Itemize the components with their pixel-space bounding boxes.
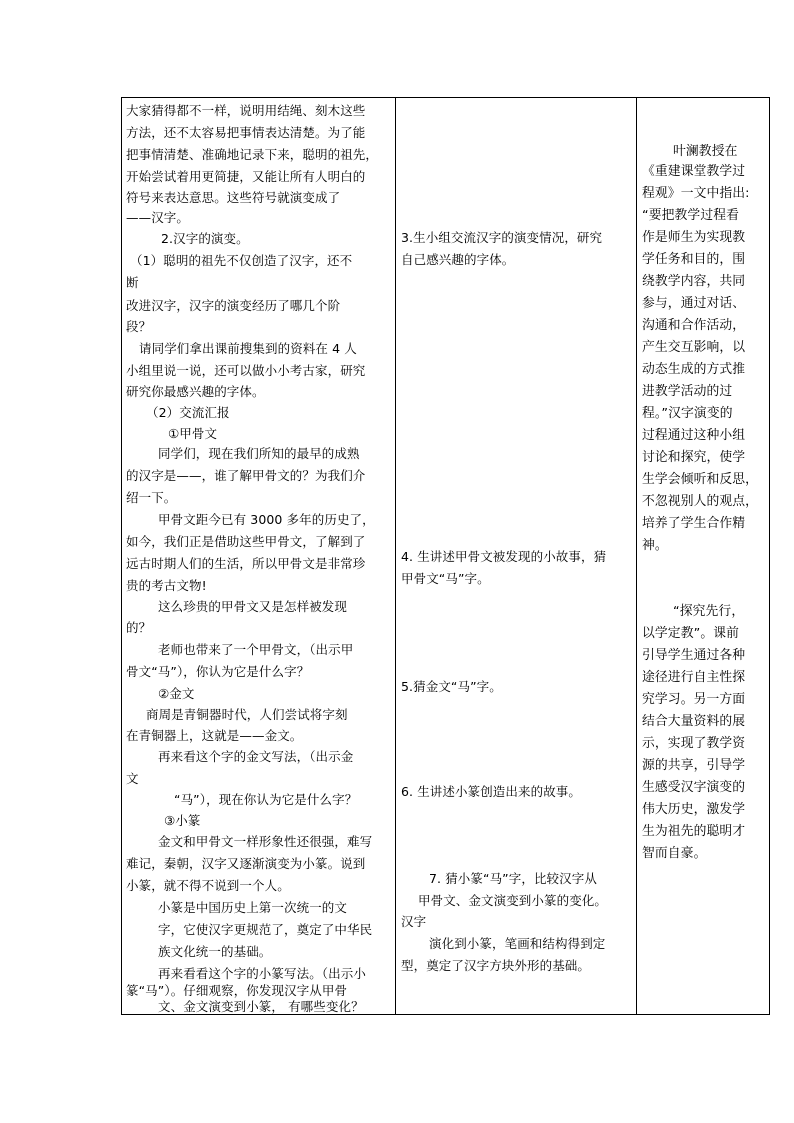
- text-line: 绍一下。: [126, 490, 177, 505]
- text-line: 贵的考古文物!: [126, 578, 207, 593]
- text-line: 程。”汉字演变的: [642, 406, 733, 421]
- text-line: 4. 生讲述甲骨文被发现的小故事，猜: [401, 549, 607, 564]
- text-line: 小篆，就不得不说到一个人。: [126, 878, 290, 893]
- text-line: 金文和甲骨文一样形象性还很强，难写: [158, 834, 373, 849]
- text-line: 神。: [642, 538, 668, 553]
- text-line: 7. 猜小篆“马”字，比较汉字从: [429, 871, 597, 886]
- text-line: 3.生小组交流汉字的演变情况，研究: [401, 230, 603, 245]
- text-line: 请同学们拿出课前搜集到的资料在 4 人: [139, 341, 357, 356]
- text-line: 过程通过这种小组: [642, 428, 746, 443]
- text-line: 叶澜教授在: [673, 144, 738, 159]
- text-line: 究学习。另一方面: [642, 692, 746, 707]
- text-line: 程观》一文中指出:: [642, 186, 750, 201]
- section-heading: 2.汉字的演变。: [161, 231, 249, 246]
- text-line: 文、金文演变到小篆， 有哪些变化？: [158, 999, 364, 1014]
- text-line: 源的共享，引导学: [642, 758, 746, 773]
- text-line: （1）聪明的祖先不仅创造了汉字，还不: [130, 253, 353, 268]
- text-line: 演化到小篆，笔画和结构得到定: [429, 936, 606, 951]
- text-line: 动态生成的方式推: [642, 362, 746, 377]
- text-line: 字，它使汉字更规范了，奠定了中华民: [158, 922, 373, 937]
- student-activity-cell: [396, 98, 637, 1015]
- text-line: “探究先行，: [673, 604, 745, 619]
- text-line: 沟通和合作活动，: [642, 318, 746, 333]
- text-line: 进教学活动的过: [642, 384, 733, 399]
- text-line: 开始尝试着用更简捷，又能让所有人明白的: [126, 169, 366, 184]
- teacher-activity-cell: [122, 98, 396, 1015]
- text-line: 方法，还不太容易把事情表达清楚。为了能: [126, 125, 366, 140]
- text-line: 的？: [126, 620, 152, 635]
- text-line: 族文化统一的基础。: [158, 944, 272, 959]
- text-line: 培养了学生合作精: [642, 516, 746, 531]
- text-line: 6. 生讲述小篆创造出来的故事。: [401, 784, 582, 799]
- text-line: ——汉字。: [126, 210, 190, 225]
- text-line: 难记，秦朝，汉字又逐渐演变为小篆。说到: [126, 856, 366, 871]
- text-line: 再来看这个字的金文写法，（出示金: [158, 749, 354, 764]
- text-line: 引导学生通过各种: [642, 648, 746, 663]
- text-line: 产生交互影响，以: [642, 340, 746, 355]
- text-line: 研究你最感兴趣的字体。: [126, 384, 265, 399]
- teacher-activity-column: [122, 98, 395, 1014]
- design-intent-column: [637, 98, 769, 1014]
- text-line: “马”），现在你认为它是什么字？: [174, 792, 358, 807]
- text-line: 再来看看这个字的小篆写法。（出示小: [158, 966, 366, 981]
- text-line: 甲骨文“马”字。: [401, 571, 490, 586]
- text-line: ①甲骨文: [168, 426, 218, 441]
- text-line: ③小篆: [164, 813, 201, 828]
- text-line: 这么珍贵的甲骨文又是怎样被发现: [158, 599, 348, 614]
- text-line: 作是师生为实现教: [642, 230, 746, 245]
- text-line: 结合大量资料的展: [642, 714, 746, 729]
- text-line: 绕教学内容，共同: [642, 274, 746, 289]
- text-line: 小篆是中国历史上第一次统一的文: [158, 900, 348, 915]
- text-line: 在青铜器上，这就是——金文。: [126, 728, 303, 743]
- text-line: 伟大历史，激发学: [642, 802, 746, 817]
- text-line: 大家猜得都不一样，说明用结绳、刻木这些: [126, 103, 366, 118]
- text-line: 不忽视别人的观点，: [642, 494, 759, 509]
- lesson-plan-table: [121, 97, 770, 1015]
- text-line: 老师也带来了一个甲骨文，（出示甲: [158, 642, 354, 657]
- text-line: 讨论和探究，使学: [642, 450, 746, 465]
- text-line: 文: [126, 771, 139, 786]
- text-line: 途径进行自主性探: [642, 670, 746, 685]
- text-line: 远古时期人们的生活，所以甲骨文是非常珍: [126, 556, 366, 571]
- text-line: 生学会倾听和反思，: [642, 472, 759, 487]
- text-line: 自己感兴趣的字体。: [401, 252, 515, 267]
- text-line: 示，实现了教学资: [642, 736, 746, 751]
- text-line: 生感受汉字演变的: [642, 780, 746, 795]
- text-line: 甲骨文距今已有 3000 多年的历史了，: [158, 512, 375, 527]
- text-line: ②金文: [158, 686, 195, 701]
- text-line: 型，奠定了汉字方块外形的基础。: [401, 958, 591, 973]
- text-line: 智而自豪。: [642, 846, 707, 861]
- text-line: 小组里说一说，还可以做小小考古家，研究: [126, 363, 366, 378]
- text-line: 断: [126, 275, 139, 290]
- design-intent-cell: [637, 98, 770, 1015]
- text-line: 把事情清楚、准确地记录下来，聪明的祖先，: [126, 147, 379, 162]
- text-line: 5.猜金文“马”字。: [401, 679, 502, 694]
- text-line: 如今，我们正是借助这些甲骨文，了解到了: [126, 534, 366, 549]
- text-line: 以学定教”。课前: [642, 626, 740, 641]
- text-line: 甲骨文、金文演变到小篆的变化。: [418, 893, 608, 908]
- text-line: 汉字: [401, 914, 427, 929]
- text-line: 的汉字是——，谁了解甲骨文的？为我们介: [126, 468, 366, 483]
- text-line: 商周是青铜器时代，人们尝试将字刻: [146, 707, 348, 722]
- text-line: （2）交流汇报: [146, 405, 230, 420]
- text-line: 符号来表达意思。这些符号就演变成了: [126, 190, 341, 205]
- text-line: 参与，通过对话、: [642, 296, 746, 311]
- text-line: “要把教学过程看: [642, 208, 740, 223]
- text-line: 生为祖先的聪明才: [642, 824, 746, 839]
- text-line: 学任务和目的，围: [642, 252, 746, 267]
- text-line: 改进汉字，汉字的演变经历了哪几个阶: [126, 298, 341, 313]
- text-line: 同学们，现在我们所知的最早的成熟: [158, 446, 360, 461]
- text-line: 《重建课堂教学过: [642, 164, 746, 179]
- text-line: 段？: [126, 319, 152, 334]
- student-activity-column: [396, 98, 636, 1014]
- text-line: 篆“马”）。仔细观察，你发现汉字从甲骨: [126, 983, 348, 998]
- text-line: 骨文“马”），你认为它是什么字？: [126, 664, 310, 679]
